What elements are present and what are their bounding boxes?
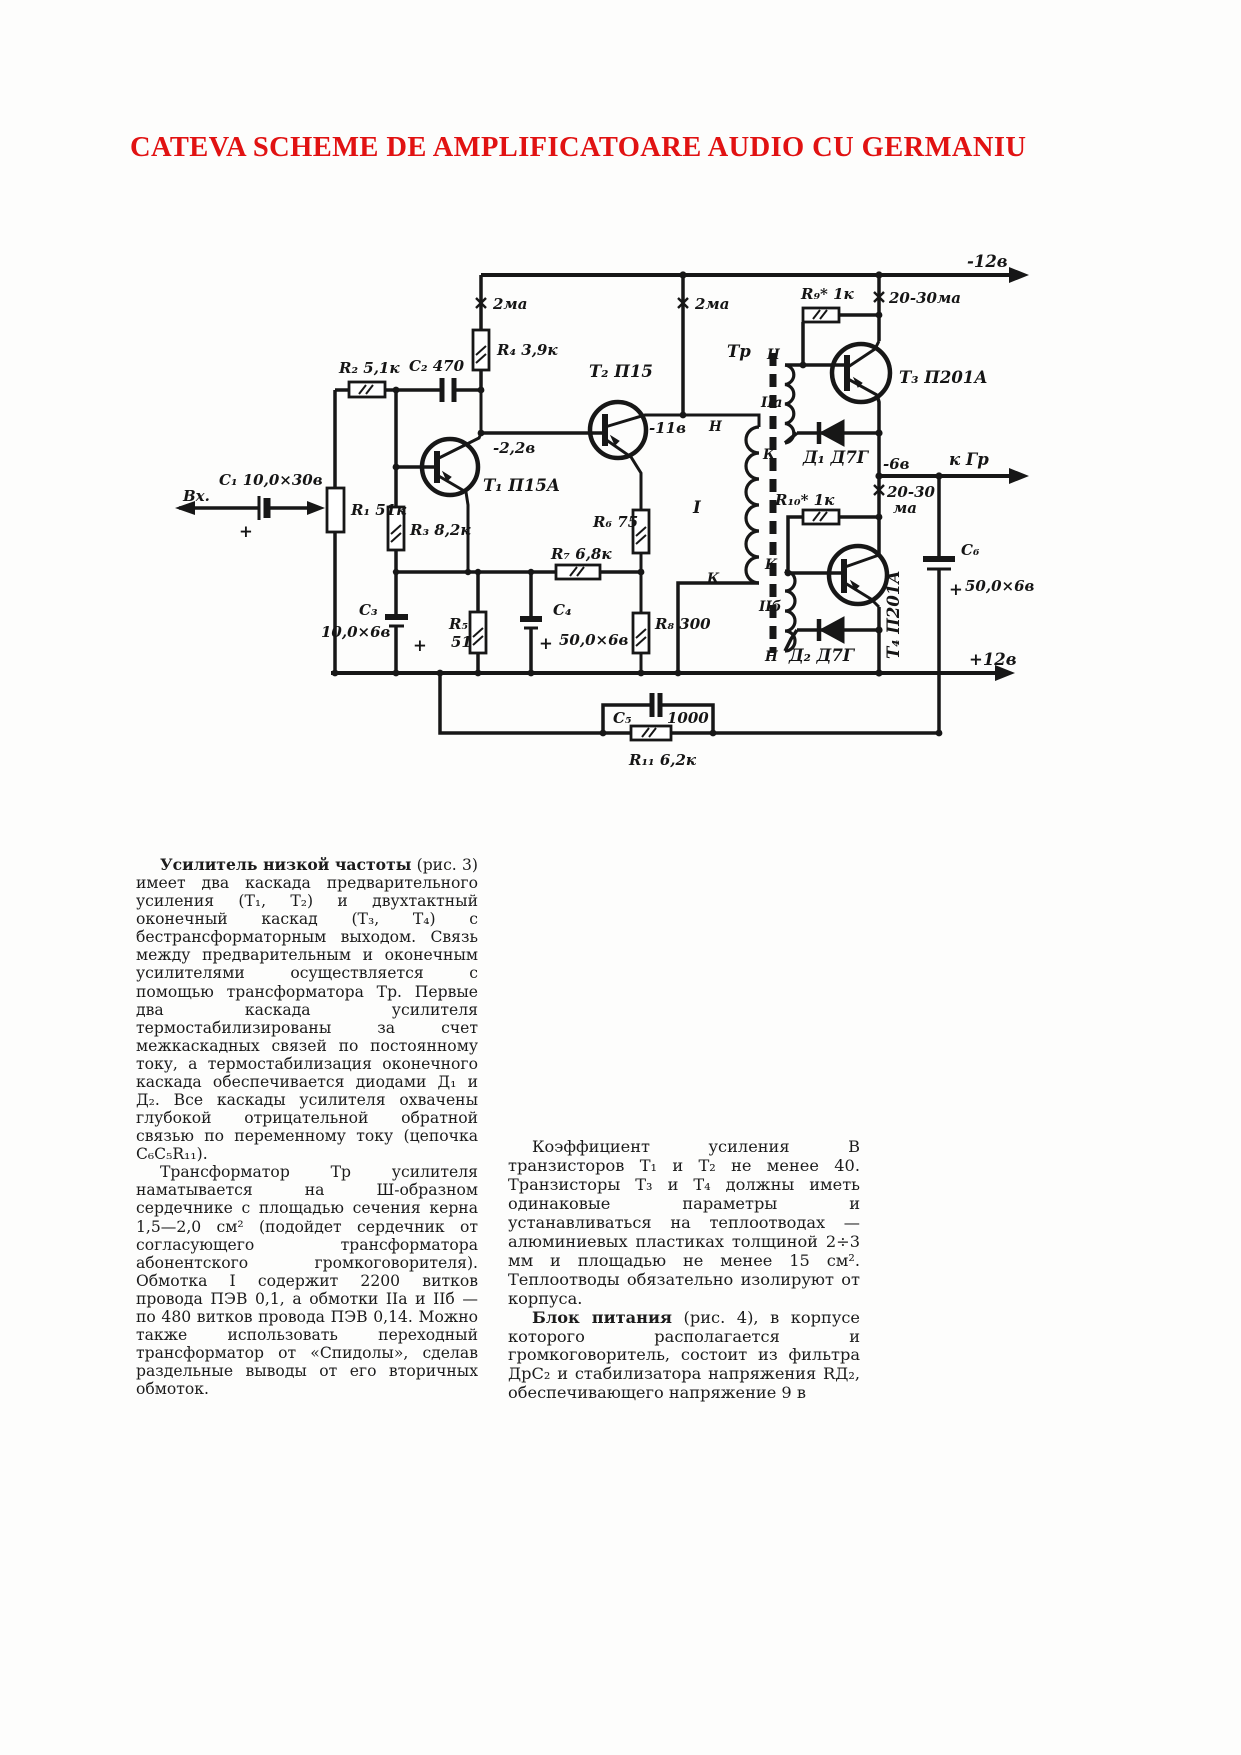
paragraph-text: (рис. 4), в корпусе которого располагается и громкоговоритель, состоит из фильтра ДрС₂ и стабилизатора напряжения RД₂, обеспечивающего напряжение 9 в: [508, 1307, 860, 1403]
junction-dots: [332, 271, 943, 736]
iia-n-label: Н: [767, 347, 780, 363]
resistors: [327, 308, 839, 740]
iib-label: IIб: [759, 599, 782, 615]
paragraph-gain: Коэффициент усиления В транзисторов Т₁ и Т₂ не менее 40. Транзисторы Т₃ и Т₄ должны иметь одинаковые параметры и устанавливаться на теплоотводах — алюминиевых пластиках толщиной 2÷3 мм и площадью не менее 15 см². Теплоотводы обязательно изолируют от корпуса.: [508, 1137, 860, 1308]
r7-label: R₇ 6,8к: [551, 545, 612, 563]
resistor-r9: [803, 308, 839, 322]
r8-label: R₈ 300: [655, 615, 711, 633]
neg6-label: -6в: [883, 455, 910, 473]
c1-label: С₁ 10,0×30в: [219, 471, 323, 489]
c3-plus: +: [413, 636, 427, 655]
neg12-label: -12в: [967, 252, 1008, 271]
c3-label: С₃: [359, 601, 378, 619]
resistor-r10: [803, 510, 839, 524]
left-column: [136, 856, 478, 1398]
iia-k-label: К: [763, 447, 776, 463]
c6-plus: +: [949, 580, 963, 599]
transformer-label: Тр: [727, 342, 751, 361]
paragraph-lead: Усилитель низкой частоты: [160, 855, 412, 874]
c1-plus: +: [239, 522, 253, 541]
r2-label: R₂ 5,1к: [339, 359, 400, 377]
primary-winding: [746, 427, 759, 583]
r6-label: R₆ 75: [593, 513, 639, 531]
r4-label: R₄ 3,9к: [497, 341, 558, 359]
c3-value-label: 10,0×6в: [321, 623, 391, 641]
d2-label: Д₂ Д7Г: [789, 646, 855, 665]
paragraph-text: (рис. 3) имеет два каскада предварительного усиления (Т₁, Т₂) и двухтактный оконечный каскад (Т₃, Т₄) с бестрансформаторным выходом. Связь между предварительным и оконечным усилителями осуществляется с помощью трансформатора Тр. Первые два каскада усилителя термостабилизированы за счет межкаскадных связей по постоянному току, а термостабилизация оконечного каскада обеспечивается диодами Д₁ и Д₂. Все каскады усилителя охвачены глубокой отрицательной обратной связью по переменному току (цепочка С₆С₅R₁₁).: [136, 856, 478, 1164]
capacitor-c5: [652, 693, 660, 717]
resistor-r2: [349, 382, 385, 397]
t1-voltage-label: -2,2в: [493, 439, 536, 457]
wires: [179, 275, 1013, 733]
paragraph-lead: Блок питания: [532, 1307, 672, 1327]
transistor-t3: [832, 344, 890, 402]
c2-label: С₂ 470: [409, 357, 465, 375]
t2-current-label: 2ма: [695, 295, 730, 313]
iib-k-label: К: [765, 557, 778, 573]
paragraph-transformer: Трансформатор Тр усилителя наматывается на Ш-образном сердечнике с площадью сечения керна 1,5—2,0 см² (подойдет сердечник от согласующего трансформатора абонентского громкоговорителя). Обмотка I содержит 2200 витков провода ПЭВ 0,1, а обмотки IIа и IIб — по 480 витков провода ПЭВ 0,14. Можно также использовать переходный трансформатор от «Спидолы», сделав раздельные выводы от его вторичных обмоток.: [136, 1163, 478, 1399]
wiper-arrow: [307, 501, 325, 515]
c5-value-label: 1000: [667, 709, 709, 727]
t1-label: Т₁ П15А: [483, 476, 561, 495]
t1-current-label: 2ма: [493, 295, 528, 313]
c6-value-label: 50,0×6в: [965, 577, 1035, 595]
kgr-arrow: [1009, 468, 1029, 484]
primary-i-label: I: [693, 498, 701, 517]
paragraph-power-supply: [508, 1309, 860, 1404]
r11-label: R₁₁ 6,2к: [629, 751, 697, 769]
primary-k-label: К: [707, 571, 720, 587]
r5-value-label: 51: [451, 633, 472, 651]
capacitor-c2: [442, 378, 454, 402]
r10-label: R₁₀* 1к: [775, 491, 835, 509]
c4-plus: +: [539, 634, 553, 653]
input-label: Вх.: [183, 487, 210, 505]
right-column: [508, 1138, 860, 1403]
pos12-label: +12в: [969, 650, 1017, 669]
kgr-label: к Гр: [949, 450, 989, 469]
r1-label: R₁ 51к: [351, 501, 407, 519]
secondary-winding-iia: [785, 365, 794, 443]
t2-voltage-label: -11в: [649, 419, 686, 437]
c4-value-label: 50,0×6в: [559, 631, 629, 649]
r9-label: R₉* 1к: [801, 285, 854, 303]
iib-n-label: Н: [765, 649, 778, 665]
d1-label: Д₁ Д7Г: [803, 448, 869, 467]
t4-current-label2: ма: [893, 499, 917, 517]
paragraph-amplifier: [136, 856, 478, 1163]
resistor-r7: [556, 565, 600, 579]
c4-label: С₄: [553, 601, 572, 619]
t2-label: Т₂ П15: [589, 362, 653, 381]
resistor-r1: [327, 488, 344, 532]
schematic-svg: [163, 215, 1043, 775]
page-title: CATEVA SCHEME DE AMPLIFICATOARE AUDIO CU GERMANIU: [130, 132, 1027, 163]
amplifier-schematic-figure: [163, 215, 1043, 775]
transistors: [422, 344, 890, 604]
neg12-arrow: [1009, 267, 1029, 283]
iia-label: IIа: [761, 395, 783, 411]
t3-label: Т₃ П201А: [899, 368, 988, 387]
transistor-t4: [829, 546, 887, 604]
t4-label: Т₄ П201А: [884, 570, 903, 659]
t4-current-label: 20-30: [887, 483, 935, 501]
primary-n-label: Н: [709, 419, 722, 435]
c6-label: С₆: [961, 541, 980, 559]
t3-current-label: 20-30ма: [889, 289, 961, 307]
r5-label: R₅: [449, 615, 469, 633]
r3-label: R₃ 8,2к: [410, 521, 471, 539]
c5-label: С₅: [613, 709, 632, 727]
